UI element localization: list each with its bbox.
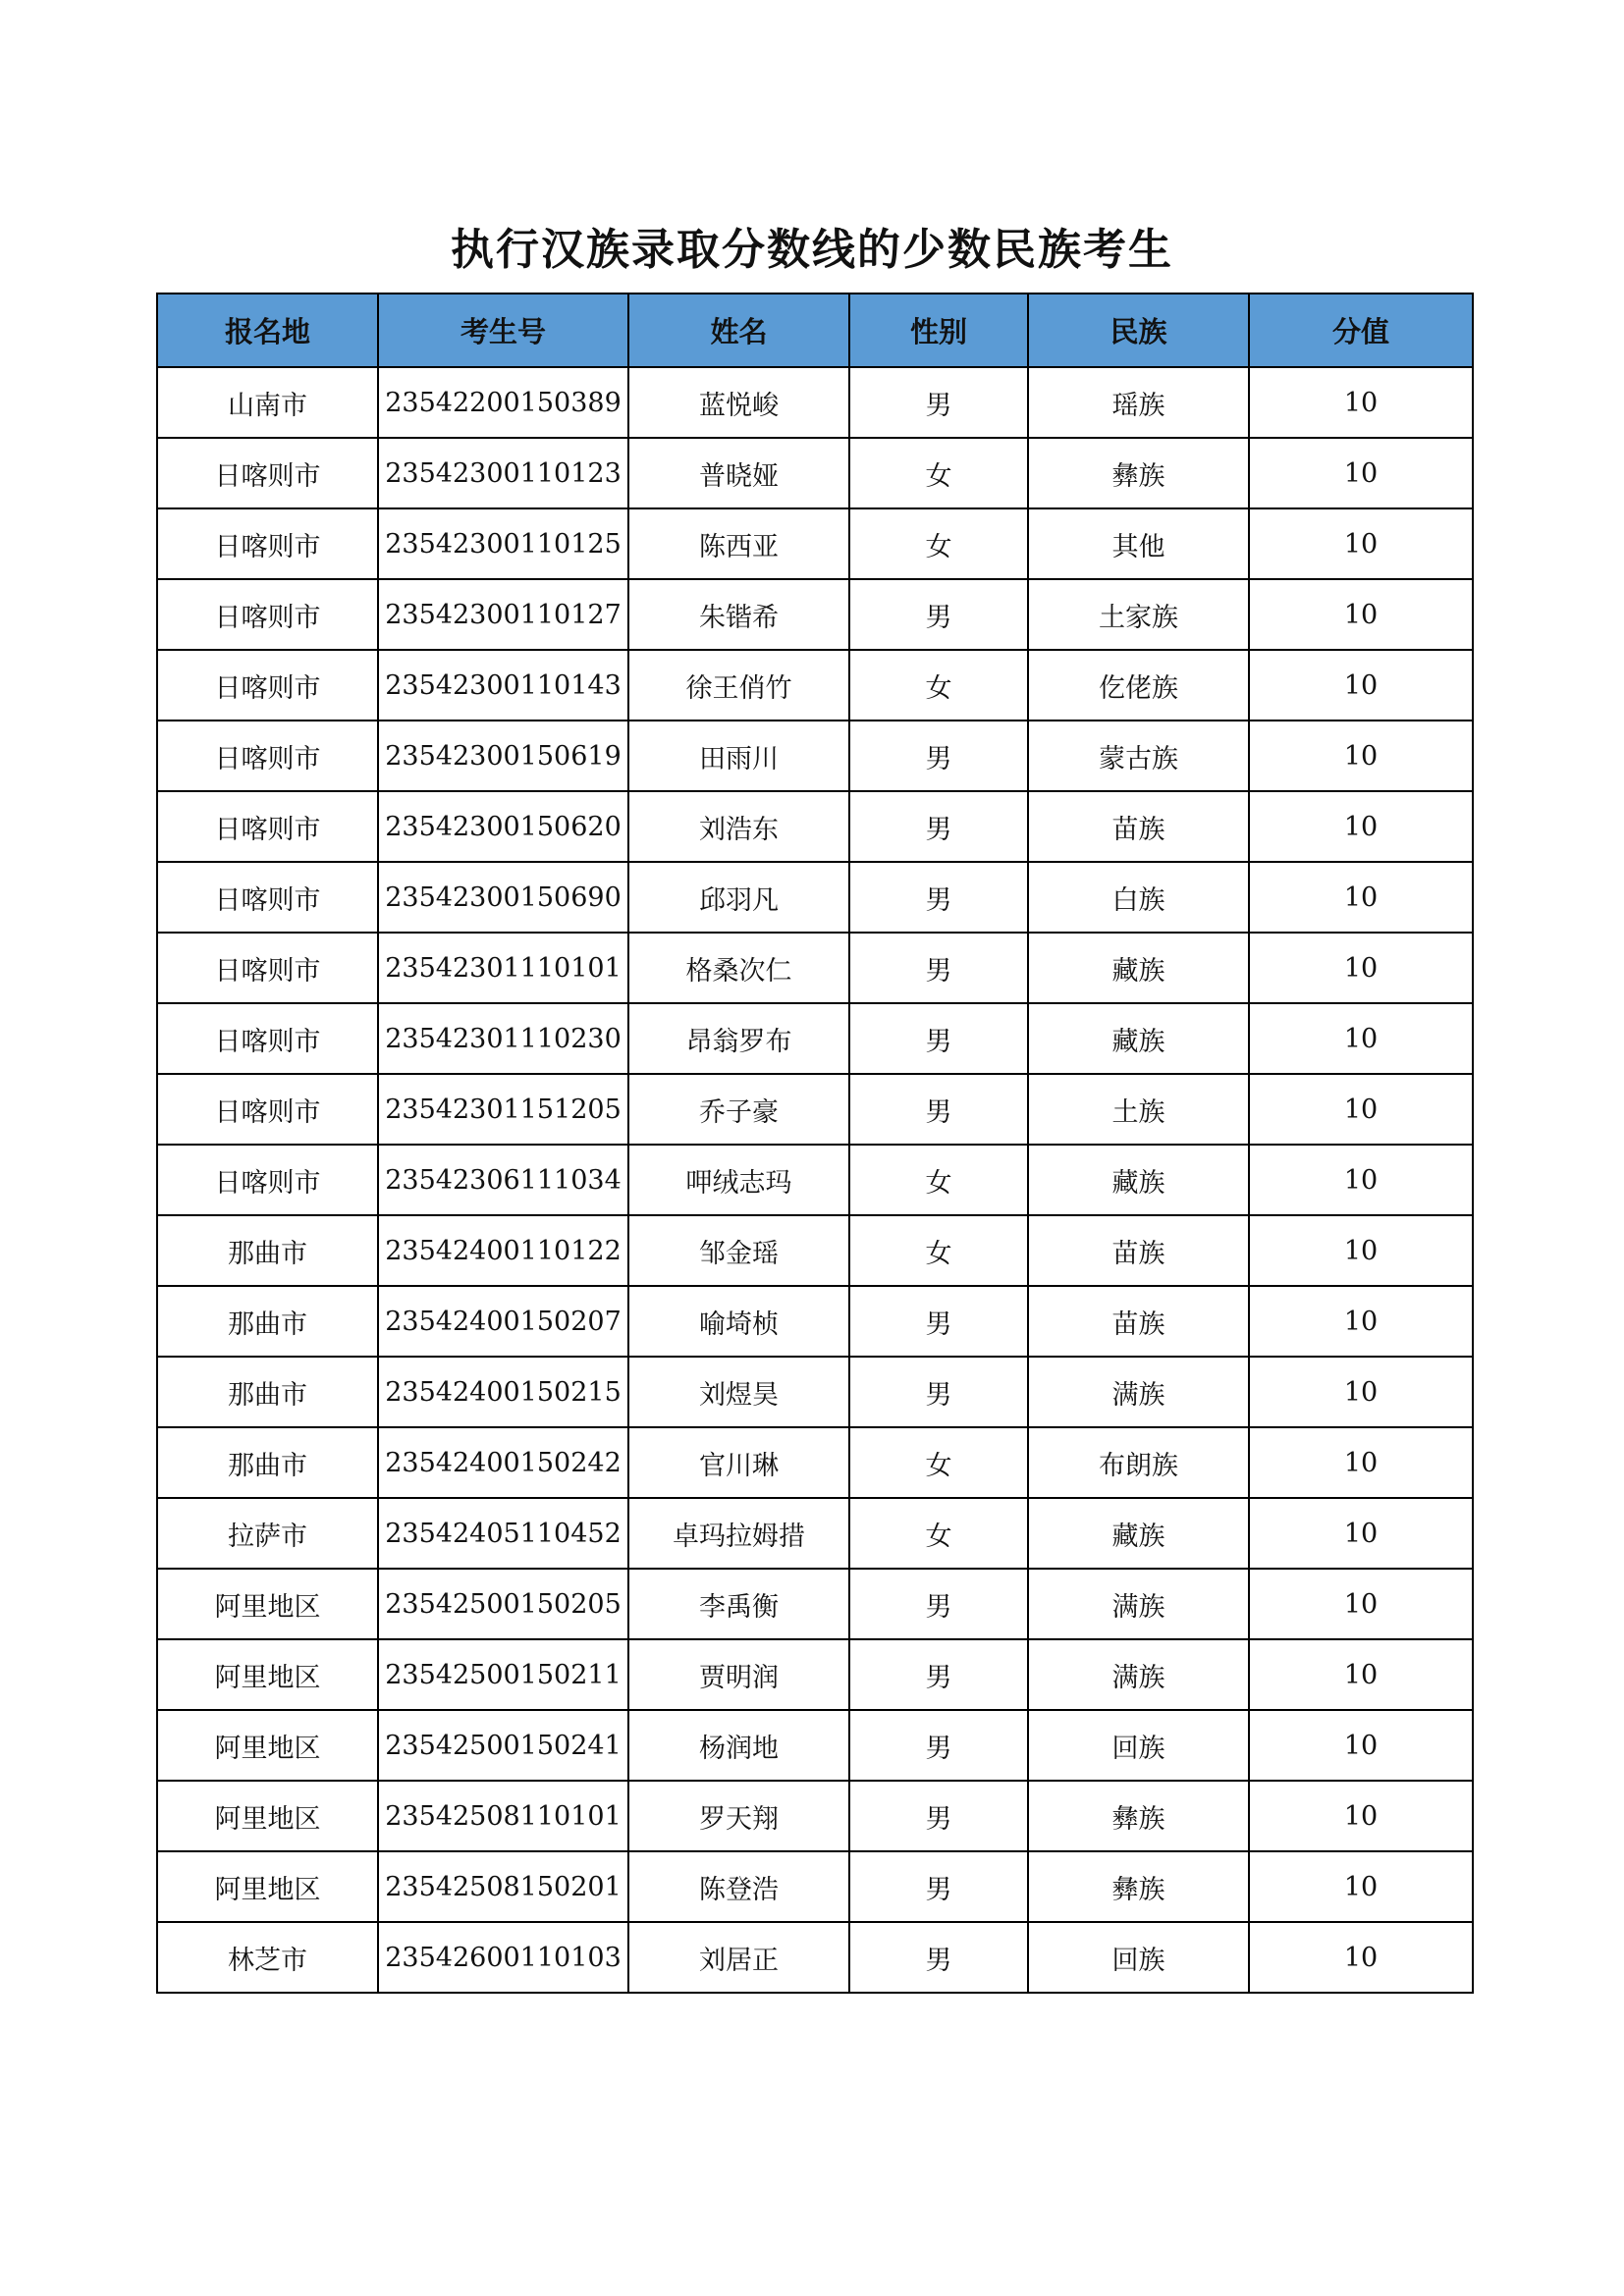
cell-name: 呷绒志玛 xyxy=(628,1145,849,1215)
cell-region: 日喀则市 xyxy=(157,1145,378,1215)
cell-exam-id: 23542400110122 xyxy=(378,1215,628,1286)
cell-ethnicity: 布朗族 xyxy=(1028,1427,1249,1498)
cell-exam-id: 23542500150205 xyxy=(378,1569,628,1639)
table-row xyxy=(157,933,1473,1003)
cell-ethnicity: 苗族 xyxy=(1028,791,1249,862)
table-row xyxy=(157,367,1473,438)
cell-ethnicity: 彝族 xyxy=(1028,1851,1249,1922)
cell-ethnicity: 土族 xyxy=(1028,1074,1249,1145)
cell-region: 日喀则市 xyxy=(157,721,378,791)
table-row xyxy=(157,791,1473,862)
table-row xyxy=(157,862,1473,933)
cell-gender: 男 xyxy=(849,1922,1028,1993)
table-row xyxy=(157,1427,1473,1498)
cell-gender: 男 xyxy=(849,1639,1028,1710)
cell-region: 阿里地区 xyxy=(157,1639,378,1710)
table-row xyxy=(157,1781,1473,1851)
cell-ethnicity: 藏族 xyxy=(1028,1003,1249,1074)
cell-gender: 男 xyxy=(849,1286,1028,1357)
cell-gender: 男 xyxy=(849,1710,1028,1781)
cell-score: 10 xyxy=(1249,1286,1473,1357)
cell-name: 徐王俏竹 xyxy=(628,650,849,721)
cell-score: 10 xyxy=(1249,1710,1473,1781)
cell-ethnicity: 蒙古族 xyxy=(1028,721,1249,791)
cell-exam-id: 23542300110127 xyxy=(378,579,628,650)
cell-score: 10 xyxy=(1249,1427,1473,1498)
cell-region: 日喀则市 xyxy=(157,650,378,721)
cell-gender: 男 xyxy=(849,933,1028,1003)
cell-name: 官川琳 xyxy=(628,1427,849,1498)
table-row xyxy=(157,1922,1473,1993)
column-score-header: 分值 xyxy=(1249,294,1473,367)
cell-score: 10 xyxy=(1249,933,1473,1003)
table-row xyxy=(157,1286,1473,1357)
cell-ethnicity: 苗族 xyxy=(1028,1215,1249,1286)
cell-name: 普晓娅 xyxy=(628,438,849,508)
cell-ethnicity: 藏族 xyxy=(1028,1145,1249,1215)
cell-exam-id: 23542405110452 xyxy=(378,1498,628,1569)
cell-ethnicity: 彝族 xyxy=(1028,438,1249,508)
cell-score: 10 xyxy=(1249,1215,1473,1286)
table-row xyxy=(157,1710,1473,1781)
table-row xyxy=(157,1639,1473,1710)
cell-region: 那曲市 xyxy=(157,1357,378,1427)
cell-score: 10 xyxy=(1249,1074,1473,1145)
cell-name: 陈西亚 xyxy=(628,508,849,579)
cell-region: 那曲市 xyxy=(157,1215,378,1286)
table-row xyxy=(157,1145,1473,1215)
cell-gender: 男 xyxy=(849,1074,1028,1145)
cell-gender: 男 xyxy=(849,1569,1028,1639)
cell-exam-id: 23542300110123 xyxy=(378,438,628,508)
cell-name: 贾明润 xyxy=(628,1639,849,1710)
cell-region: 林芝市 xyxy=(157,1922,378,1993)
cell-score: 10 xyxy=(1249,721,1473,791)
cell-score: 10 xyxy=(1249,650,1473,721)
cell-ethnicity: 满族 xyxy=(1028,1639,1249,1710)
cell-gender: 男 xyxy=(849,1781,1028,1851)
cell-region: 日喀则市 xyxy=(157,1074,378,1145)
cell-exam-id: 23542301151205 xyxy=(378,1074,628,1145)
cell-name: 邹金瑶 xyxy=(628,1215,849,1286)
cell-score: 10 xyxy=(1249,1357,1473,1427)
cell-exam-id: 23542508110101 xyxy=(378,1781,628,1851)
candidate-table xyxy=(156,293,1474,1994)
cell-gender: 男 xyxy=(849,721,1028,791)
table-row xyxy=(157,1074,1473,1145)
cell-ethnicity: 仡佬族 xyxy=(1028,650,1249,721)
cell-gender: 女 xyxy=(849,438,1028,508)
cell-name: 李禹衡 xyxy=(628,1569,849,1639)
table-row xyxy=(157,508,1473,579)
cell-gender: 男 xyxy=(849,579,1028,650)
cell-gender: 女 xyxy=(849,1498,1028,1569)
cell-region: 那曲市 xyxy=(157,1286,378,1357)
cell-ethnicity: 藏族 xyxy=(1028,1498,1249,1569)
cell-exam-id: 23542301110230 xyxy=(378,1003,628,1074)
cell-name: 格桑次仁 xyxy=(628,933,849,1003)
cell-gender: 男 xyxy=(849,1357,1028,1427)
cell-score: 10 xyxy=(1249,367,1473,438)
cell-name: 蓝悦峻 xyxy=(628,367,849,438)
cell-exam-id: 23542300150690 xyxy=(378,862,628,933)
table-header xyxy=(157,294,1473,367)
cell-region: 阿里地区 xyxy=(157,1569,378,1639)
cell-name: 邱羽凡 xyxy=(628,862,849,933)
cell-exam-id: 23542400150242 xyxy=(378,1427,628,1498)
cell-ethnicity: 瑶族 xyxy=(1028,367,1249,438)
table-row xyxy=(157,1357,1473,1427)
table-row xyxy=(157,1498,1473,1569)
cell-name: 刘浩东 xyxy=(628,791,849,862)
header-row xyxy=(157,294,1473,367)
cell-score: 10 xyxy=(1249,1851,1473,1922)
cell-ethnicity: 土家族 xyxy=(1028,579,1249,650)
cell-ethnicity: 彝族 xyxy=(1028,1781,1249,1851)
cell-exam-id: 23542500150241 xyxy=(378,1710,628,1781)
cell-name: 陈登浩 xyxy=(628,1851,849,1922)
cell-gender: 男 xyxy=(849,1003,1028,1074)
cell-region: 阿里地区 xyxy=(157,1851,378,1922)
cell-exam-id: 23542306111034 xyxy=(378,1145,628,1215)
cell-gender: 女 xyxy=(849,1215,1028,1286)
page-title: 执行汉族录取分数线的少数民族考生 xyxy=(451,225,1173,275)
cell-name: 刘煜昊 xyxy=(628,1357,849,1427)
column-region-header: 报名地 xyxy=(157,294,378,367)
cell-gender: 男 xyxy=(849,367,1028,438)
column-name-header: 姓名 xyxy=(628,294,849,367)
cell-name: 卓玛拉姆措 xyxy=(628,1498,849,1569)
cell-score: 10 xyxy=(1249,579,1473,650)
table-body xyxy=(157,367,1473,1993)
cell-region: 那曲市 xyxy=(157,1427,378,1498)
cell-region: 日喀则市 xyxy=(157,1003,378,1074)
cell-name: 刘居正 xyxy=(628,1922,849,1993)
cell-region: 日喀则市 xyxy=(157,438,378,508)
cell-ethnicity: 满族 xyxy=(1028,1357,1249,1427)
cell-region: 阿里地区 xyxy=(157,1710,378,1781)
cell-exam-id: 23542300110125 xyxy=(378,508,628,579)
cell-name: 罗天翔 xyxy=(628,1781,849,1851)
cell-region: 日喀则市 xyxy=(157,933,378,1003)
cell-score: 10 xyxy=(1249,791,1473,862)
cell-name: 昂翁罗布 xyxy=(628,1003,849,1074)
cell-ethnicity: 回族 xyxy=(1028,1922,1249,1993)
cell-name: 朱锴希 xyxy=(628,579,849,650)
cell-exam-id: 23542500150211 xyxy=(378,1639,628,1710)
cell-exam-id: 23542300150619 xyxy=(378,721,628,791)
cell-exam-id: 23542600110103 xyxy=(378,1922,628,1993)
column-ethnicity-header: 民族 xyxy=(1028,294,1249,367)
cell-name: 田雨川 xyxy=(628,721,849,791)
cell-score: 10 xyxy=(1249,1639,1473,1710)
table-row xyxy=(157,1003,1473,1074)
cell-exam-id: 23542300150620 xyxy=(378,791,628,862)
cell-ethnicity: 回族 xyxy=(1028,1710,1249,1781)
cell-score: 10 xyxy=(1249,1922,1473,1993)
column-exam-id-header: 考生号 xyxy=(378,294,628,367)
cell-name: 乔子豪 xyxy=(628,1074,849,1145)
cell-name: 喻埼桢 xyxy=(628,1286,849,1357)
cell-score: 10 xyxy=(1249,508,1473,579)
cell-gender: 女 xyxy=(849,1427,1028,1498)
cell-exam-id: 23542200150389 xyxy=(378,367,628,438)
cell-exam-id: 23542400150215 xyxy=(378,1357,628,1427)
table-row xyxy=(157,1569,1473,1639)
cell-region: 日喀则市 xyxy=(157,508,378,579)
cell-ethnicity: 其他 xyxy=(1028,508,1249,579)
cell-gender: 女 xyxy=(849,508,1028,579)
cell-region: 日喀则市 xyxy=(157,579,378,650)
cell-score: 10 xyxy=(1249,1569,1473,1639)
cell-region: 日喀则市 xyxy=(157,862,378,933)
cell-exam-id: 23542508150201 xyxy=(378,1851,628,1922)
cell-region: 阿里地区 xyxy=(157,1781,378,1851)
cell-score: 10 xyxy=(1249,862,1473,933)
table-row xyxy=(157,1851,1473,1922)
table-row xyxy=(157,579,1473,650)
cell-score: 10 xyxy=(1249,1003,1473,1074)
cell-ethnicity: 白族 xyxy=(1028,862,1249,933)
cell-ethnicity: 藏族 xyxy=(1028,933,1249,1003)
cell-exam-id: 23542300110143 xyxy=(378,650,628,721)
cell-gender: 女 xyxy=(849,1145,1028,1215)
column-gender-header: 性别 xyxy=(849,294,1028,367)
cell-score: 10 xyxy=(1249,1781,1473,1851)
cell-ethnicity: 苗族 xyxy=(1028,1286,1249,1357)
cell-ethnicity: 满族 xyxy=(1028,1569,1249,1639)
cell-exam-id: 23542400150207 xyxy=(378,1286,628,1357)
cell-region: 山南市 xyxy=(157,367,378,438)
cell-region: 日喀则市 xyxy=(157,791,378,862)
table-row xyxy=(157,650,1473,721)
cell-gender: 男 xyxy=(849,862,1028,933)
cell-score: 10 xyxy=(1249,1498,1473,1569)
cell-region: 拉萨市 xyxy=(157,1498,378,1569)
cell-gender: 男 xyxy=(849,1851,1028,1922)
cell-score: 10 xyxy=(1249,1145,1473,1215)
cell-gender: 男 xyxy=(849,791,1028,862)
table-row xyxy=(157,1215,1473,1286)
table-row xyxy=(157,438,1473,508)
cell-exam-id: 23542301110101 xyxy=(378,933,628,1003)
cell-gender: 女 xyxy=(849,650,1028,721)
cell-name: 杨润地 xyxy=(628,1710,849,1781)
table-row xyxy=(157,721,1473,791)
cell-score: 10 xyxy=(1249,438,1473,508)
